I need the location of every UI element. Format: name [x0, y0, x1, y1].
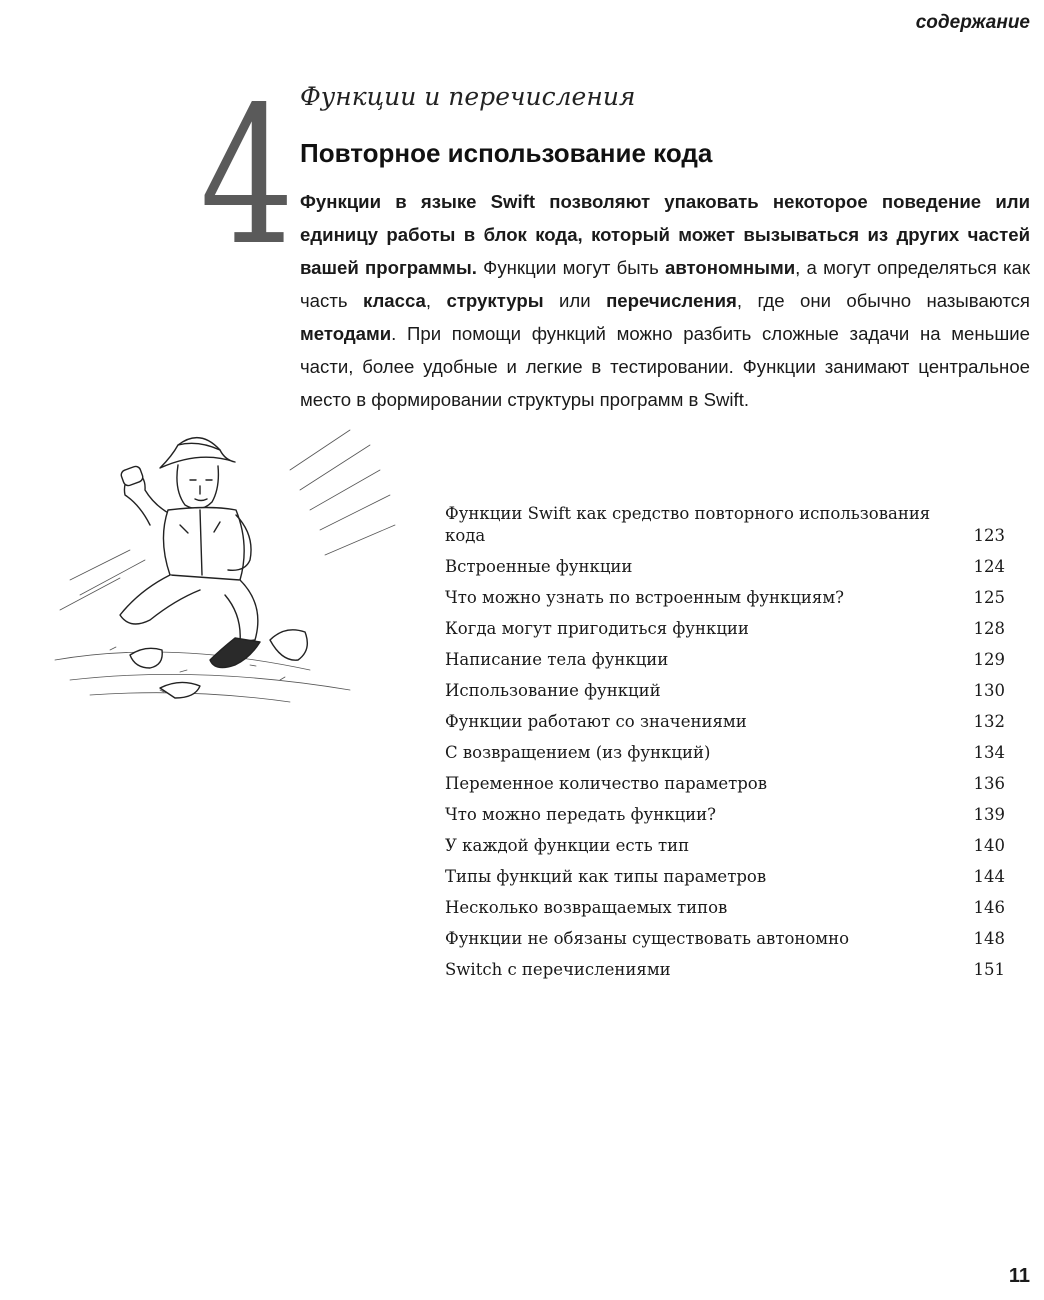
toc-entry[interactable]	[445, 866, 1005, 888]
chapter-title: Повторное использование кода	[300, 138, 713, 168]
toc-entry-title: Функции не обязаны существовать автономно	[445, 929, 850, 948]
toc-entry-title: Что можно передать функции?	[445, 805, 717, 824]
intro-term: методами	[300, 323, 392, 344]
page-number: 11	[1008, 1265, 1030, 1287]
chapter-intro	[300, 185, 1030, 416]
gear-shard	[160, 682, 200, 698]
toc-entry-title: Функции Swift как средство повторного использования кода	[445, 504, 931, 545]
toc-entry-page: 128	[973, 619, 1005, 638]
head	[177, 465, 218, 509]
boot	[210, 638, 260, 668]
toc-entry-title: Что можно узнать по встроенным функциям?	[445, 588, 845, 607]
intro-term: автономными	[665, 257, 796, 278]
pottery-shard	[270, 630, 307, 660]
toc-entry[interactable]	[445, 503, 1005, 547]
toc-entry-title: У каждой функции есть тип	[445, 836, 690, 855]
toc-entry-page: 130	[973, 681, 1005, 700]
toc-entry[interactable]	[445, 928, 1005, 950]
intro-text: или	[543, 290, 607, 311]
toc-entry[interactable]	[445, 649, 1005, 671]
toc-entry-page: 124	[973, 557, 1005, 576]
toc-entry-page: 140	[973, 836, 1005, 855]
toc-entry[interactable]	[445, 680, 1005, 702]
toc-entry[interactable]	[445, 587, 1005, 609]
intro-text: , а могут определяться как часть	[300, 257, 1031, 311]
toc-entry[interactable]	[445, 773, 1005, 795]
intro-text: . При помощи функций можно разбить сложные задачи на меньшие части, более удобные и легкие в тестировании. Функции занимают центральное место в формировании структуры программ в Swift.	[300, 323, 1030, 410]
toc-entry[interactable]	[445, 711, 1005, 733]
legs	[120, 575, 258, 642]
toc-entry-page: 136	[973, 774, 1005, 793]
toc-entry-title: Когда могут пригодиться функции	[445, 619, 749, 638]
toc-entry-page: 139	[973, 805, 1005, 824]
toc-entry[interactable]	[445, 742, 1005, 764]
toc-entry-title: Switch с перечислениями	[445, 960, 671, 979]
toc-entry-page: 134	[973, 743, 1005, 762]
toc-entry[interactable]	[445, 835, 1005, 857]
running-head: содержание	[915, 12, 1030, 33]
explorer-illustration	[50, 410, 410, 710]
intro-term: класса	[362, 290, 426, 311]
toc-entry[interactable]	[445, 959, 1005, 981]
intro-text: , где они обычно называются	[736, 290, 1030, 311]
toc-entry-page: 129	[973, 650, 1005, 669]
toc-entry-title: С возвращением (из функций)	[445, 743, 711, 762]
pottery-shard	[130, 648, 162, 668]
toc-entry-title: Несколько возвращаемых типов	[445, 898, 728, 917]
toc-entry-title: Переменное количество параметров	[445, 774, 767, 793]
intro-text: ,	[425, 290, 447, 311]
toc-entry[interactable]	[445, 897, 1005, 919]
table-of-contents	[445, 503, 1005, 990]
toc-entry[interactable]	[445, 804, 1005, 826]
toc-entry-page: 125	[973, 588, 1005, 607]
toc-entry-page: 146	[973, 898, 1005, 917]
intro-term: перечисления	[606, 290, 737, 311]
chapter-label: Функции и перечисления	[300, 82, 636, 111]
toc-entry-page: 132	[973, 712, 1005, 731]
hat	[160, 438, 235, 468]
toc-entry-page: 151	[973, 960, 1005, 979]
intro-lead: Функции в языке Swift позволяют упаковать некоторое поведение или единицу работы в блок кода, который может вызываться из других частей вашей программы.	[300, 191, 1030, 278]
toc-entry-title: Функции работают со значениями	[445, 712, 747, 731]
toc-entry-title: Использование функций	[445, 681, 661, 700]
toc-entry-page: 123	[973, 526, 1005, 545]
torso	[163, 508, 244, 581]
toc-entry-title: Написание тела функции	[445, 650, 669, 669]
toc-entry-title: Встроенные функции	[445, 557, 633, 576]
toc-entry-page: 148	[973, 929, 1005, 948]
chapter-number: 4	[200, 66, 292, 287]
intro-text: Функции могут быть	[476, 257, 666, 278]
toc-entry-title: Типы функций как типы параметров	[445, 867, 767, 886]
toc-entry[interactable]	[445, 556, 1005, 578]
toc-entry[interactable]	[445, 618, 1005, 640]
toc-entry-page: 144	[973, 867, 1005, 886]
intro-term: структуры	[446, 290, 544, 311]
